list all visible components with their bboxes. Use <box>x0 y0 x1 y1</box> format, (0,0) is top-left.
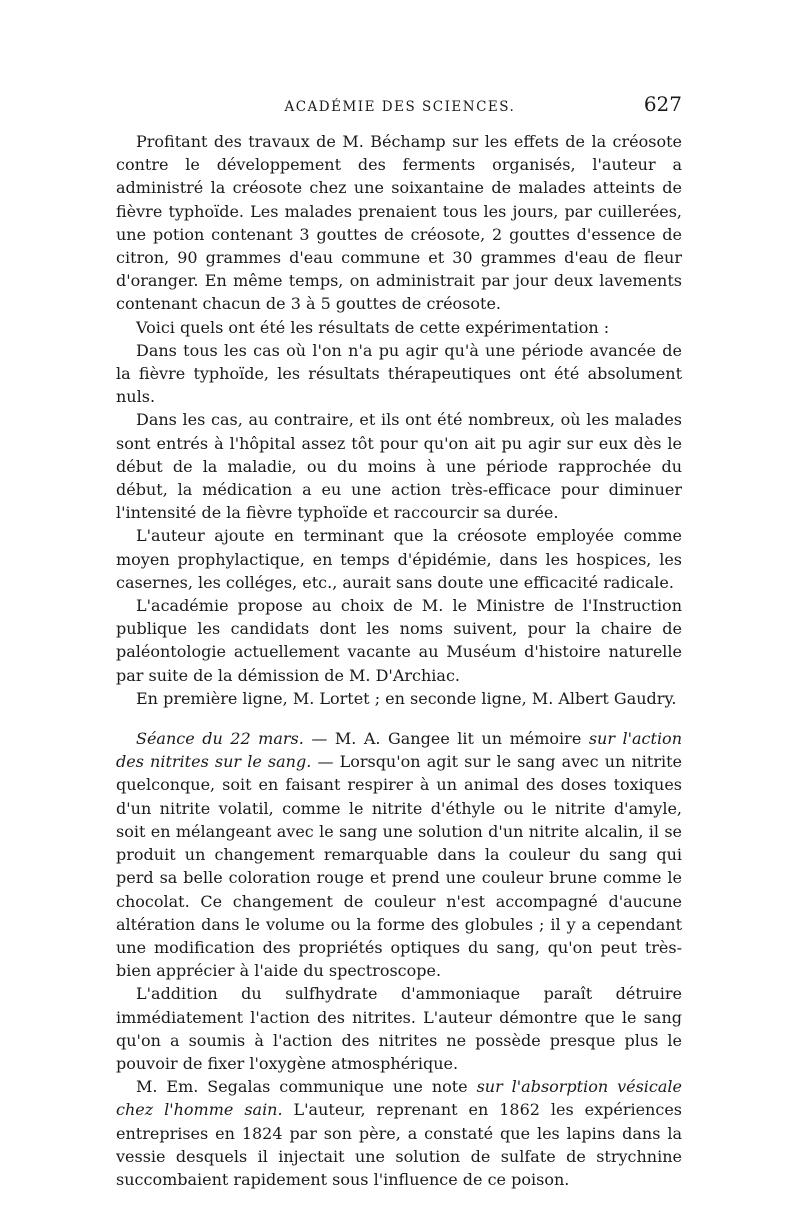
paragraph-results-effective: Dans les cas, au contraire, et ils ont été nombreux, où les malades sont entrés à l'hôpital assez tôt pour qu'on ait pu agir sur eux dès le début de la maladie, ou du moins à une période rapprochée du début, la médication a eu une action très-efficace pour diminuer l'intensité de la fièvre typhoïde et raccourcir sa durée. <box>116 410 682 523</box>
seance-label: Séance du 22 mars. <box>136 729 304 749</box>
memoir-title: sur l'action des nitrites sur le sang. <box>116 729 682 772</box>
segalas-text-b: L'auteur, reprenant en 1862 les expériences entreprises en 1824 par son père, a constaté que les lapins dans la vessie desquels il injectait une solution de sulfate de strychnine succombaient rapidement sous l'influence de ce poison. <box>116 1100 682 1189</box>
paragraph-seance-22-mars <box>116 727 682 982</box>
paragraph-candidates: L'académie propose au choix de M. le Ministre de l'Instruction publique les candidats dont les noms suivent, pour la chaire de paléontologie actuellement vacante au Muséum d'histoire naturelle par suite de la démission de M. D'Archiac. <box>116 596 682 685</box>
page-number: 627 <box>643 92 682 116</box>
seance-text-b: — Lorsqu'on agit sur le sang avec un nitrite quelconque, soit en faisant respirer à un animal des doses toxiques d'un nitrite volatil, comme le nitrite d'éthyle ou le nitrite d'amyle, soit en mélangeant avec le sang une solution d'un nitrite alcalin, il se produit un changement remarquable dans la couleur du sang qui perd sa belle coloration rouge et prend une couleur brune comme le chocolat. Ce changement de couleur n'est accompagné d'aucune altération dans le volume ou la forme des globules ; il y a cependant une modification des propriétés optiques du sang, qu'on peut très-bien apprécier à l'aide du spectroscope. <box>116 752 683 981</box>
segalas-text-a: M. Em. Segalas communique une note <box>136 1077 477 1097</box>
page-header <box>116 92 682 128</box>
paragraph-prophylaxis: L'auteur ajoute en terminant que la créosote employée comme moyen prophylactique, en temps d'épidémie, dans les hospices, les casernes, les colléges, etc., aurait sans doute une efficacité radicale. <box>116 526 682 592</box>
running-title: ACADÉMIE DES SCIENCES. <box>284 99 516 115</box>
paragraph-sulfhydrate: L'addition du sulfhydrate d'ammoniaque paraît détruire immédiatement l'action des nitrites. L'auteur démontre que le sang qu'on a soumis à l'action des nitrites ne possède presque plus le pouvoir de fixer l'oxygène atmosphérique. <box>116 984 682 1073</box>
paragraph-segalas <box>116 1075 682 1191</box>
seance-text-a: — M. A. Gangee lit un mémoire <box>303 729 589 749</box>
paragraph-results-null: Dans tous les cas où l'on n'a pu agir qu'à une période avancée de la fièvre typhoïde, les résultats thérapeutiques ont été absolument nuls. <box>116 340 682 407</box>
paragraph-results-intro: Voici quels ont été les résultats de cette expérimentation : <box>136 317 610 337</box>
paragraph-creosote-treatment: Profitant des travaux de M. Béchamp sur les effets de la créosote contre le développement des ferments organisés, l'auteur a administré la créosote chez une soixantaine de malades atteints de fièvre typhoïde. Les malades prenaient tous les jours, par cuillerées, une potion contenant 3 gouttes de créosote, 2 gouttes d'essence de citron, 90 grammes d'eau commune et 30 grammes d'eau de fleur d'oranger. En même temps, on administrait par jour deux lavements contenant chacun de 3 à 5 gouttes de créosote. <box>116 132 682 314</box>
paragraph-candidate-ranking: En première ligne, M. Lortet ; en seconde ligne, M. Albert Gaudry. <box>136 688 677 708</box>
section-gap <box>116 710 682 727</box>
document-body <box>116 130 682 1191</box>
note-title: sur l'absorption vésicale chez l'homme sain. <box>116 1077 682 1120</box>
